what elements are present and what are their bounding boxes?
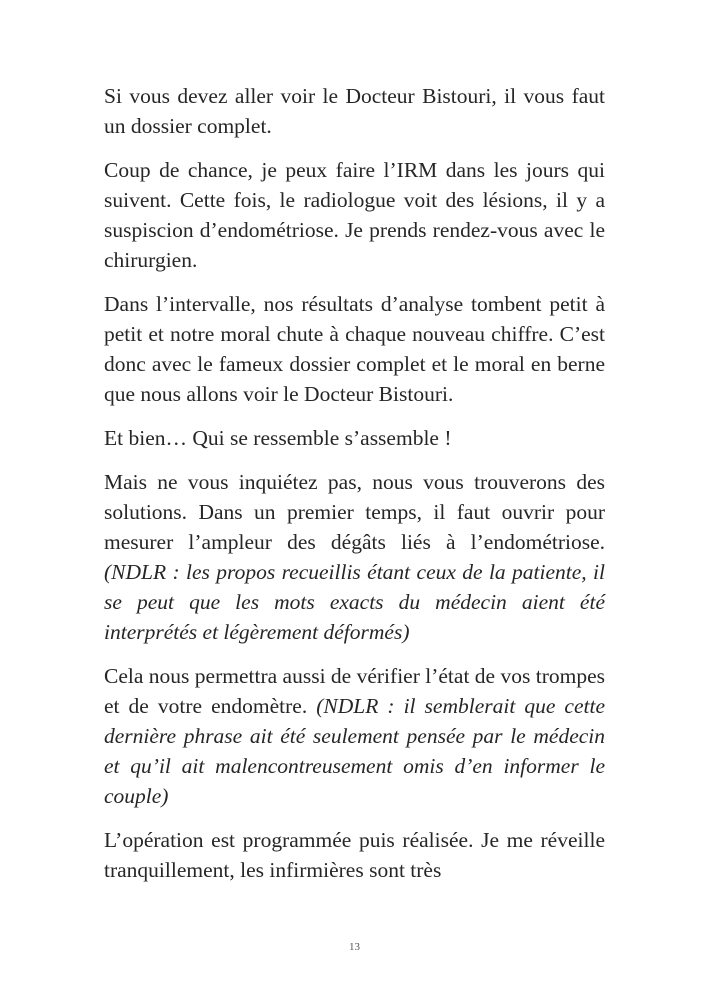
paragraph-6-editor-note: (NDLR : il semblerait que cette dernière phrase ait été seulement pensée par le médecin et qu’il ait malencontreusement omis d’en informer le couple) (104, 694, 605, 808)
paragraph-2-text: Coup de chance, je peux faire l’IRM dans les jours qui suivent. Cette fois, le radiologue voit des lésions, il y a suspiscion d’endométriose. Je prends rendez-vous avec le chirurgien. (104, 158, 605, 272)
paragraph-1 (104, 81, 605, 141)
paragraph-1-text: Si vous devez aller voir le Docteur Bistouri, il vous faut un dossier complet. (104, 84, 605, 138)
page-number: 13 (349, 941, 360, 953)
paragraph-5-text: Mais ne vous inquiétez pas, nous vous trouverons des solutions. Dans un premier temps, il faut ouvrir pour mesurer l’ampleur des dégâts liés à l’endométriose. (104, 470, 605, 554)
paragraph-4-text: Et bien… Qui se ressemble s’assemble ! (104, 426, 452, 450)
paragraph-2 (104, 155, 605, 275)
paragraph-6 (104, 661, 605, 811)
paragraph-6-text: Cela nous permettra aussi de vérifier l’état de vos trompes et de votre endomètre. (104, 664, 605, 718)
paragraph-4 (104, 423, 605, 453)
body-text (104, 81, 605, 899)
paragraph-7 (104, 825, 605, 885)
paragraph-5 (104, 467, 605, 647)
paragraph-3-text: Dans l’intervalle, nos résultats d’analyse tombent petit à petit et notre moral chute à chaque nouveau chiffre. C’est donc avec le fameux dossier complet et le moral en berne que nous allons voir le Docteur Bistouri. (104, 292, 605, 406)
paragraph-3 (104, 289, 605, 409)
paragraph-7-text: L’opération est programmée puis réalisée. Je me réveille tranquillement, les infirmières sont très (104, 828, 605, 882)
paragraph-5-editor-note: (NDLR : les propos recueillis étant ceux de la patiente, il se peut que les mots exacts du médecin aient été interprétés et légèrement déformés) (104, 560, 605, 644)
